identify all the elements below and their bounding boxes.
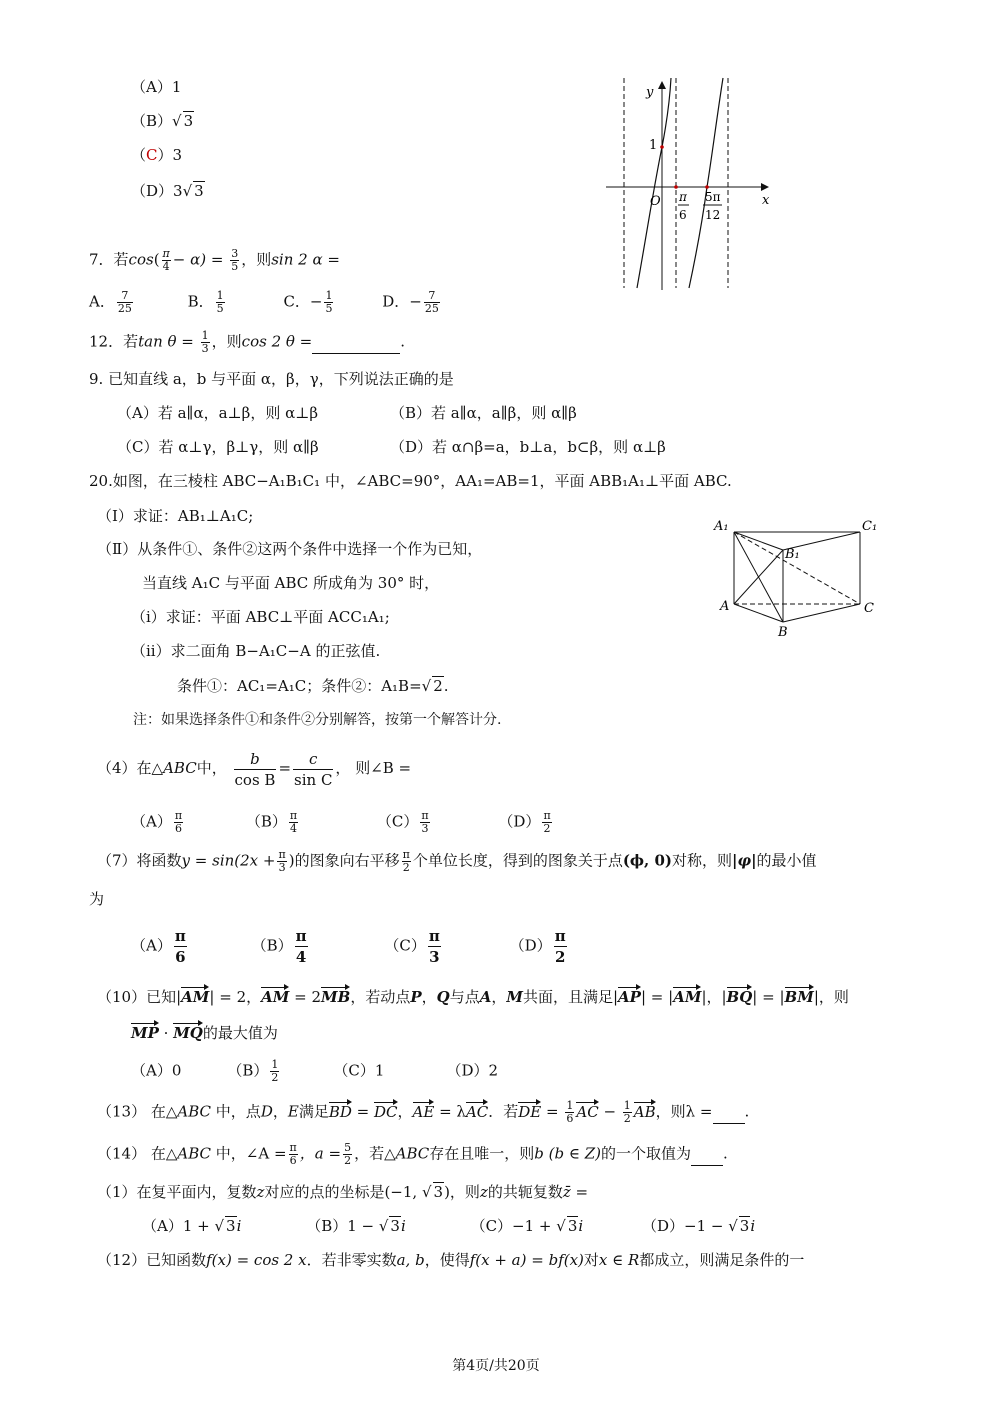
q20-part1: （Ⅰ）求证：AB₁⊥A₁C; [97,507,254,525]
svg-text:π: π [679,190,687,204]
svg-text:A: A [720,599,730,614]
q20-part2-condition: 当直线 A₁C 与平面 ABC 所成角为 30° 时， [142,574,440,592]
svg-text:B: B [778,625,788,640]
q6-option-d: （D）3√ 3 [131,182,204,200]
q12b-stem: （12）已知函数f(x) = cos 2 x．若非零实数a, b，使得f(x + a) = bf(x)对x ∈ R都成立，则满足条件的一 [97,1251,805,1269]
svg-text:6: 6 [679,208,687,222]
q20-sub-ii: （ii）求二面角 B−A₁C−A 的正弦值. [131,642,381,660]
y-one-label: 1 [649,138,658,153]
q20-stem: 20.如图，在三棱柱 ABC−A₁B₁C₁ 中，∠ABC=90°，AA₁=AB=1，平面 ABB₁A₁⊥平面 ABC. [89,472,732,490]
svg-text:C: C [864,601,874,616]
q10-stem: （10）已知|AM| = 2，AM = 2MB，若动点P，Q与点A，M共面，且满足|AP| = |AM|，|BQ| = |BM|，则 [97,988,849,1006]
q20-sub-i: （i）求证：平面 ABC⊥平面 ACC₁A₁; [131,608,390,626]
q20-note: 注：如果选择条件①和条件②分别解答，按第一个解答计分. [133,712,502,728]
q7b-options: （A） $\frac{\pi}{6}$ （B） $\frac{\pi}{4}$ （C） $\frac{\pi}{3}$ （D） $\frac{\pi}{2}$ [131,927,566,966]
q1-options: （A）1 + √ 3i （B）1 − √ 3i （C）−1 + √ 3i （D）−1 − √ 3i [142,1217,756,1235]
q7-options: A． $\frac{7}{25}$ B． $\frac{1}{5}$ C．− $\frac{1}{5}$ D．− $\frac{7}{25}$ [89,289,439,315]
svg-text:C₁: C₁ [862,519,878,534]
q9-stem: 9. 已知直线 a，b 与平面 α，β，γ，下列说法正确的是 [89,370,454,388]
q12-tan-stem: 12．若tan θ = $\frac{1}{3}$ ，则cos 2 θ = . [89,329,406,355]
svg-text:B₁: B₁ [785,547,800,562]
page-footer: 第4页/共20页 [452,1358,540,1374]
svg-text:5π: 5π [705,190,721,204]
svg-text:A₁: A₁ [714,519,729,534]
q13-stem: （13） 在△ABC 中，点D，E满足BD = DC，AE = λAC．若DE = $\frac{1}{6}$ AC − $\frac{1}{2}$ AB，则λ = . [97,1099,750,1125]
y-axis-label: y [646,85,654,100]
q4-stem: （4）在△ABC中， $\frac{b}{\text{cos B}}$ = $\frac{c}{\text{sin C}}$ ， 则∠B = [97,749,412,789]
q9-option-b: （B）若 a∥α，a∥β，则 α∥β [390,404,577,422]
x-axis-label: x [762,193,770,208]
q1-stem: （1）在复平面内，复数z对应的点的坐标是(−1, √ 3)，则z的共轭复数z̄ = [97,1183,589,1201]
q10-options: （A）0 （B） $\frac{1}{2}$ （C）1 （D）2 [131,1058,499,1084]
q6-option-b: （B）√ 3 [131,112,194,130]
svg-text:12: 12 [705,208,721,222]
q9-option-c: （C）若 α⊥γ，β⊥γ，则 α∥β [117,438,319,456]
q10-stem-cont: MP · MQ的最大值为 [131,1024,278,1042]
q7b-stem-cont: 为 [89,890,105,908]
q14-stem: （14） 在△ABC 中，∠A = $\frac{\pi}{6}$ ，a = $\frac{5}{2}$ ，若△ABC存在且唯一，则b (b ∈ Z)的一个取值为 . [97,1141,728,1167]
q7-stem: 7．若cos( $\frac{\pi}{4}$ − α) = $\frac{3}{5}$ ，则sin 2 α = [89,247,340,273]
q4-options: （A） $\frac{\pi}{6}$ （B） $\frac{\pi}{4}$ （C） $\frac{\pi}{3}$ （D） $\frac{\pi}{2}$ [131,809,551,835]
q9-option-d: （D）若 α∩β=a，b⊥a，b⊂β，则 α⊥β [390,438,666,456]
origin-label: O [650,194,661,209]
q6-option-c: （C）3 [131,146,183,164]
q20-conditions: 条件①：AC₁=A₁C；条件②：A₁B=√ 2. [177,677,449,695]
q7b-stem: （7）将函数y = sin(2x + $\frac{\pi}{3}$ )的图象向右平移 $\frac{\pi}{2}$ 个单位长度，得到的图象关于点(ϕ, 0)对称，则|φ|的最小值 [97,848,817,874]
tangent-graph-figure [604,76,776,290]
q20-part2: （Ⅱ）从条件①、条件②这两个条件中选择一个作为已知， [97,540,483,558]
q6-option-a: （A）1 [131,78,182,96]
q9-option-a: （A）若 a∥α，a⊥β，则 α⊥β [117,404,318,422]
prism-figure [712,514,882,642]
